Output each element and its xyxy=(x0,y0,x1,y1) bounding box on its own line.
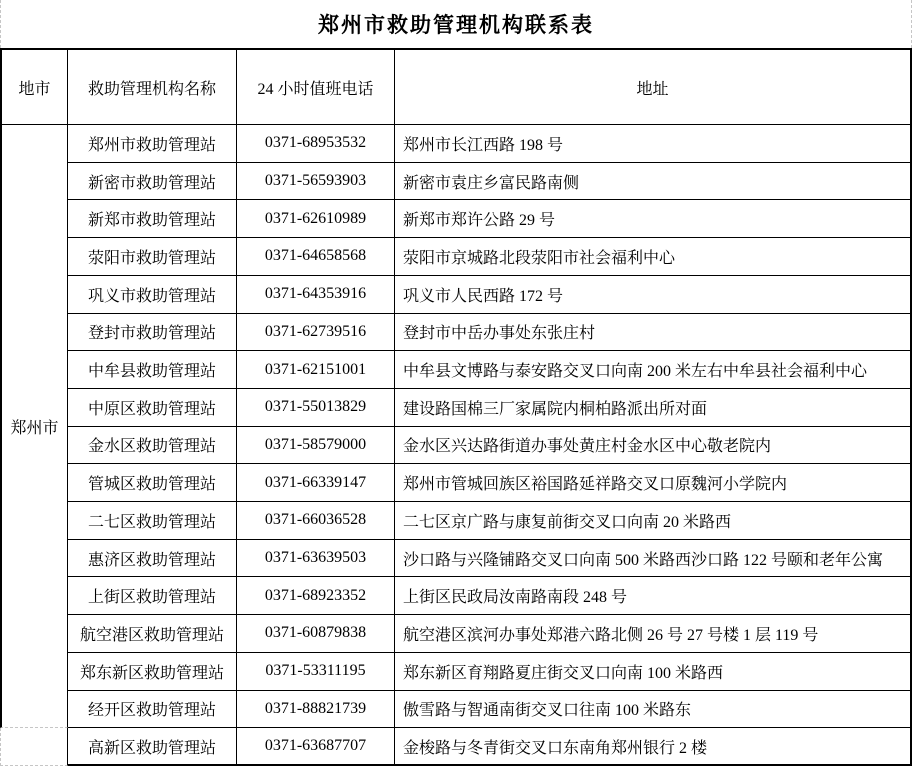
header-row xyxy=(0,48,912,125)
header-agency-name: 救助管理机构名称 xyxy=(68,48,237,125)
header-phone: 24 小时值班电话 xyxy=(237,48,395,125)
table-row xyxy=(0,577,912,615)
table-row xyxy=(0,691,912,729)
phone-cell: 0371-64658568 xyxy=(237,238,395,276)
table-row xyxy=(0,464,912,502)
address-cell: 建设路国棉三厂家属院内桐柏路派出所对面 xyxy=(395,389,912,427)
address-cell: 航空港区滨河办事处郑港六路北侧 26 号 27 号楼 1 层 119 号 xyxy=(395,615,912,653)
phone-cell: 0371-60879838 xyxy=(237,615,395,653)
address-cell: 郑州市管城回族区裕国路延祥路交叉口原魏河小学院内 xyxy=(395,464,912,502)
phone-cell: 0371-62151001 xyxy=(237,351,395,389)
address-cell: 二七区京广路与康复前街交叉口向南 20 米路西 xyxy=(395,502,912,540)
title-bar xyxy=(0,0,912,48)
agency-name-cell: 二七区救助管理站 xyxy=(68,502,237,540)
table-row xyxy=(0,728,912,766)
phone-cell: 0371-53311195 xyxy=(237,653,395,691)
table-row xyxy=(0,200,912,238)
header-address: 地址 xyxy=(395,48,912,125)
agency-name-cell: 中原区救助管理站 xyxy=(68,389,237,427)
table-row xyxy=(0,502,912,540)
agency-name-cell: 巩义市救助管理站 xyxy=(68,276,237,314)
agency-name-cell: 郑东新区救助管理站 xyxy=(68,653,237,691)
table-row xyxy=(0,163,912,201)
address-cell: 新密市袁庄乡富民路南侧 xyxy=(395,163,912,201)
address-cell: 郑东新区育翔路夏庄街交叉口向南 100 米路西 xyxy=(395,653,912,691)
agency-name-cell: 高新区救助管理站 xyxy=(68,728,237,766)
phone-cell: 0371-64353916 xyxy=(237,276,395,314)
contact-table xyxy=(0,48,912,766)
table-row xyxy=(0,389,912,427)
table-row xyxy=(0,276,912,314)
agency-name-cell: 新郑市救助管理站 xyxy=(68,200,237,238)
page-break-ghost-cell xyxy=(0,728,68,766)
table-row xyxy=(0,314,912,352)
agency-name-cell: 郑州市救助管理站 xyxy=(68,125,237,163)
phone-cell: 0371-68923352 xyxy=(237,577,395,615)
phone-cell: 0371-63639503 xyxy=(237,540,395,578)
table-row xyxy=(0,615,912,653)
phone-cell: 0371-88821739 xyxy=(237,691,395,729)
phone-cell: 0371-55013829 xyxy=(237,389,395,427)
phone-cell: 0371-63687707 xyxy=(237,728,395,766)
table-row xyxy=(0,427,912,465)
agency-name-cell: 管城区救助管理站 xyxy=(68,464,237,502)
table-row xyxy=(0,351,912,389)
agency-name-cell: 金水区救助管理站 xyxy=(68,427,237,465)
table-row xyxy=(0,540,912,578)
phone-cell: 0371-58579000 xyxy=(237,427,395,465)
table-row xyxy=(0,238,912,276)
agency-name-cell: 经开区救助管理站 xyxy=(68,691,237,729)
header-city: 地市 xyxy=(0,48,68,125)
phone-cell: 0371-62610989 xyxy=(237,200,395,238)
agency-name-cell: 中牟县救助管理站 xyxy=(68,351,237,389)
phone-cell: 0371-66339147 xyxy=(237,464,395,502)
address-cell: 金水区兴达路街道办事处黄庄村金水区中心敬老院内 xyxy=(395,427,912,465)
agency-name-cell: 新密市救助管理站 xyxy=(68,163,237,201)
table-row xyxy=(0,125,912,163)
address-cell: 中牟县文博路与泰安路交叉口向南 200 米左右中牟县社会福利中心 xyxy=(395,351,912,389)
address-cell: 郑州市长江西路 198 号 xyxy=(395,125,912,163)
phone-cell: 0371-62739516 xyxy=(237,314,395,352)
agency-name-cell: 上街区救助管理站 xyxy=(68,577,237,615)
table-row xyxy=(0,653,912,691)
agency-name-cell: 登封市救助管理站 xyxy=(68,314,237,352)
address-cell: 巩义市人民西路 172 号 xyxy=(395,276,912,314)
city-merged-cell: 郑州市 xyxy=(0,125,68,728)
agency-name-cell: 荥阳市救助管理站 xyxy=(68,238,237,276)
address-cell: 沙口路与兴隆铺路交叉口向南 500 米路西沙口路 122 号颐和老年公寓 xyxy=(395,540,912,578)
phone-cell: 0371-66036528 xyxy=(237,502,395,540)
agency-name-cell: 航空港区救助管理站 xyxy=(68,615,237,653)
page-title: 郑州市救助管理机构联系表 xyxy=(318,13,594,37)
agency-name-cell: 惠济区救助管理站 xyxy=(68,540,237,578)
address-cell: 傲雪路与智通南街交叉口往南 100 米路东 xyxy=(395,691,912,729)
phone-cell: 0371-68953532 xyxy=(237,125,395,163)
address-cell: 荥阳市京城路北段荥阳市社会福利中心 xyxy=(395,238,912,276)
phone-cell: 0371-56593903 xyxy=(237,163,395,201)
address-cell: 登封市中岳办事处东张庄村 xyxy=(395,314,912,352)
address-cell: 新郑市郑许公路 29 号 xyxy=(395,200,912,238)
address-cell: 金梭路与冬青街交叉口东南角郑州银行 2 楼 xyxy=(395,728,912,766)
address-cell: 上街区民政局汝南路南段 248 号 xyxy=(395,577,912,615)
